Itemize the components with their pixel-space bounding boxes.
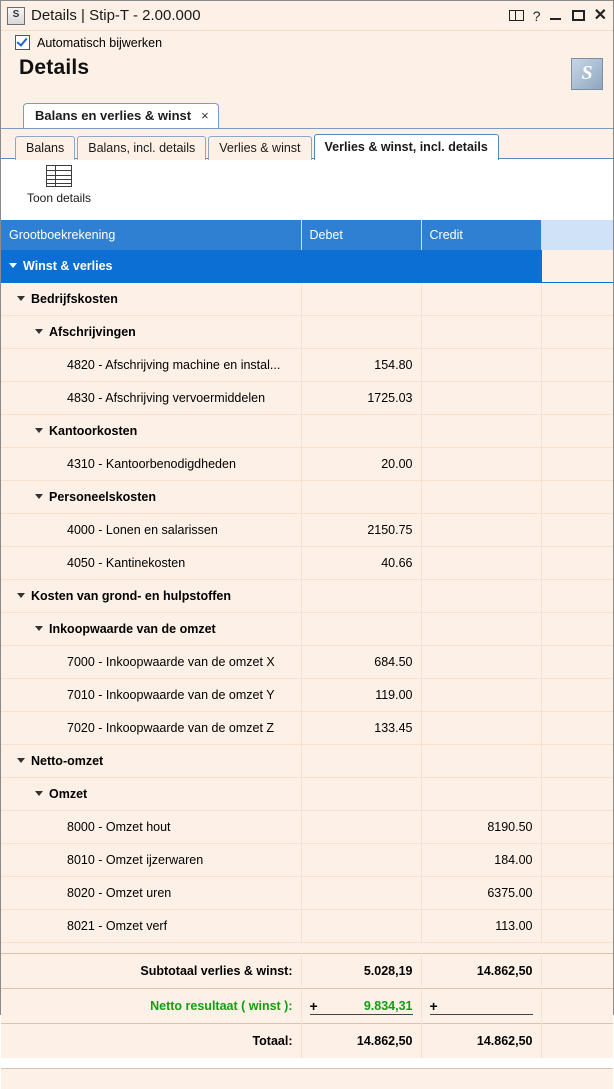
table-row[interactable]	[1, 415, 613, 448]
tab-balans-en-verlies-winst[interactable]	[23, 103, 219, 128]
row-credit: 113.00	[421, 910, 541, 943]
row-credit	[421, 514, 541, 547]
row-credit	[421, 580, 541, 613]
collapse-triangle-icon[interactable]	[35, 791, 43, 796]
row-label: 4310 - Kantoorbenodigdheden	[1, 448, 301, 481]
row-pad	[541, 844, 613, 877]
row-pad	[541, 778, 613, 811]
row-debit	[301, 811, 421, 844]
inner-tab-label: Verlies & winst	[219, 141, 301, 155]
total-debit: 14.862,50	[301, 1024, 421, 1059]
row-credit	[421, 448, 541, 481]
table-row[interactable]	[1, 547, 613, 580]
ledger-grid	[1, 220, 613, 943]
row-label: 7020 - Inkoopwaarde van de omzet Z	[1, 712, 301, 745]
show-details-button[interactable]	[23, 165, 95, 205]
row-label: Inkoopwaarde van de omzet	[1, 613, 301, 646]
row-debit: 40.66	[301, 547, 421, 580]
row-debit	[301, 481, 421, 514]
row-credit: 8190.50	[421, 811, 541, 844]
total-credit: 14.862,50	[421, 1024, 541, 1059]
maximize-icon[interactable]	[572, 10, 585, 21]
totals-table	[1, 953, 613, 1058]
table-row[interactable]	[1, 778, 613, 811]
title-bar	[1, 1, 613, 31]
subtotal-credit: 14.862,50	[421, 954, 541, 989]
collapse-triangle-icon[interactable]	[35, 626, 43, 631]
tab-verlies-winst-incl-details[interactable]	[314, 134, 499, 160]
row-label: 8010 - Omzet ijzerwaren	[1, 844, 301, 877]
subtotal-debit: 5.028,19	[301, 954, 421, 989]
row-pad	[541, 745, 613, 778]
row-label: Kosten van grond- en hulpstoffen	[1, 580, 301, 613]
table-row[interactable]	[1, 514, 613, 547]
subtotal-label: Subtotaal verlies & winst:	[1, 954, 301, 989]
row-debit	[301, 745, 421, 778]
row-pad	[541, 679, 613, 712]
row-label: 4050 - Kantinekosten	[1, 547, 301, 580]
table-row[interactable]	[1, 745, 613, 778]
row-pad	[541, 1024, 613, 1059]
row-debit	[301, 778, 421, 811]
auto-update-label: Automatisch bijwerken	[37, 35, 163, 50]
row-pad	[541, 250, 613, 283]
row-label: Kantoorkosten	[1, 415, 301, 448]
grid-body	[1, 250, 613, 943]
collapse-triangle-icon[interactable]	[17, 593, 25, 598]
row-debit: 1725.03	[301, 382, 421, 415]
table-row[interactable]	[1, 844, 613, 877]
grid-header-row	[1, 220, 613, 250]
row-label: 8020 - Omzet uren	[1, 877, 301, 910]
status-strip	[1, 1068, 613, 1089]
row-credit	[421, 415, 541, 448]
tab-balans-incl-details[interactable]	[77, 136, 206, 160]
table-row[interactable]	[1, 283, 613, 316]
row-debit: 154.80	[301, 349, 421, 382]
minimize-icon[interactable]	[550, 10, 563, 21]
row-pad	[541, 613, 613, 646]
row-label: 8021 - Omzet verf	[1, 910, 301, 943]
row-credit	[421, 481, 541, 514]
row-debit	[301, 250, 421, 283]
row-debit: 119.00	[301, 679, 421, 712]
collapse-triangle-icon[interactable]	[17, 296, 25, 301]
inner-tab-bar	[1, 128, 613, 158]
row-credit	[421, 250, 541, 283]
app-icon: S	[7, 7, 25, 25]
row-pad	[541, 316, 613, 349]
row-pad	[541, 349, 613, 382]
window-controls	[509, 8, 607, 24]
row-debit: 684.50	[301, 646, 421, 679]
column-header-credit[interactable]: Credit	[421, 220, 541, 250]
brand-logo: S	[571, 58, 603, 90]
table-row[interactable]	[1, 646, 613, 679]
table-row[interactable]	[1, 481, 613, 514]
row-pad	[541, 481, 613, 514]
window-title: Details | Stip-T - 2.00.000	[31, 7, 201, 24]
row-label: 7000 - Inkoopwaarde van de omzet X	[1, 646, 301, 679]
plus-sign-debit: +	[309, 997, 318, 1014]
row-credit	[421, 745, 541, 778]
row-pad	[541, 547, 613, 580]
collapse-triangle-icon[interactable]	[35, 329, 43, 334]
row-debit	[301, 580, 421, 613]
row-credit	[421, 778, 541, 811]
row-credit	[421, 712, 541, 745]
row-credit	[421, 679, 541, 712]
row-pad	[541, 382, 613, 415]
restore-icon[interactable]	[509, 10, 524, 21]
table-row[interactable]	[1, 250, 613, 283]
net-result-row	[1, 989, 613, 1024]
row-credit: 6375.00	[421, 877, 541, 910]
row-debit	[301, 910, 421, 943]
row-debit: 20.00	[301, 448, 421, 481]
row-label: Winst & verlies	[1, 250, 301, 283]
row-pad	[541, 646, 613, 679]
row-label: Afschrijvingen	[1, 316, 301, 349]
grid-icon	[46, 165, 72, 187]
row-pad	[541, 415, 613, 448]
collapse-triangle-icon[interactable]	[35, 494, 43, 499]
collapse-triangle-icon[interactable]	[17, 758, 25, 763]
table-row[interactable]	[1, 580, 613, 613]
table-row[interactable]	[1, 910, 613, 943]
row-label: Omzet	[1, 778, 301, 811]
row-credit	[421, 382, 541, 415]
show-details-label: Toon details	[26, 191, 92, 205]
row-pad	[541, 954, 613, 989]
inner-tab-label: Balans, incl. details	[88, 141, 196, 155]
close-icon[interactable]: ✕	[593, 7, 607, 24]
row-label: 4000 - Lonen en salarissen	[1, 514, 301, 547]
row-pad	[541, 712, 613, 745]
net-result-debit: 9.834,31	[363, 998, 413, 1013]
row-label: 4830 - Afschrijving vervoermiddelen	[1, 382, 301, 415]
inner-tab-label: Verlies & winst, incl. details	[324, 140, 488, 154]
subtotal-row	[1, 954, 613, 989]
plus-sign-credit: +	[429, 997, 438, 1014]
row-pad	[541, 580, 613, 613]
total-label: Totaal:	[1, 1024, 301, 1059]
column-header-account[interactable]: Grootboekrekening	[1, 220, 301, 250]
table-row[interactable]	[1, 349, 613, 382]
table-row[interactable]	[1, 448, 613, 481]
net-result-label: Netto resultaat ( winst ):	[1, 989, 301, 1024]
collapse-triangle-icon[interactable]	[35, 428, 43, 433]
outer-tab-bar	[1, 102, 613, 128]
row-credit	[421, 283, 541, 316]
auto-update-row[interactable]	[1, 31, 613, 54]
row-debit	[301, 613, 421, 646]
row-label: Personeelskosten	[1, 481, 301, 514]
row-label: 8000 - Omzet hout	[1, 811, 301, 844]
row-debit: 2150.75	[301, 514, 421, 547]
row-pad	[541, 910, 613, 943]
row-label: Netto-omzet	[1, 745, 301, 778]
table-row[interactable]	[1, 712, 613, 745]
row-label: 4820 - Afschrijving machine en instal...	[1, 349, 301, 382]
row-debit	[301, 415, 421, 448]
help-icon[interactable]: ?	[532, 7, 541, 24]
row-pad	[541, 514, 613, 547]
row-credit	[421, 646, 541, 679]
row-debit: 133.45	[301, 712, 421, 745]
column-header-spacer	[541, 220, 613, 250]
row-label: 7010 - Inkoopwaarde van de omzet Y	[1, 679, 301, 712]
row-pad	[541, 448, 613, 481]
table-row[interactable]	[1, 382, 613, 415]
row-debit	[301, 316, 421, 349]
row-debit	[301, 877, 421, 910]
row-debit	[301, 844, 421, 877]
column-header-debit[interactable]: Debet	[301, 220, 421, 250]
row-credit	[421, 547, 541, 580]
close-tab-icon[interactable]: ×	[201, 108, 209, 123]
row-credit: 184.00	[421, 844, 541, 877]
toolbar	[1, 158, 613, 220]
row-pad	[541, 811, 613, 844]
auto-update-checkbox[interactable]	[15, 35, 30, 50]
tab-verlies-winst[interactable]	[208, 136, 311, 160]
row-credit	[421, 316, 541, 349]
row-debit	[301, 283, 421, 316]
row-credit	[421, 613, 541, 646]
row-credit	[421, 349, 541, 382]
collapse-triangle-icon[interactable]	[9, 263, 17, 268]
row-pad	[541, 283, 613, 316]
page-header	[1, 54, 613, 90]
tab-balans[interactable]	[15, 136, 75, 160]
table-row[interactable]	[1, 811, 613, 844]
table-row[interactable]	[1, 613, 613, 646]
page-title: Details	[19, 56, 90, 79]
inner-tab-label: Balans	[26, 141, 65, 155]
row-pad	[541, 989, 613, 1024]
table-row[interactable]	[1, 679, 613, 712]
total-row	[1, 1024, 613, 1059]
row-label: Bedrijfskosten	[1, 283, 301, 316]
row-pad	[541, 877, 613, 910]
net-result-debit-cell	[301, 989, 421, 1024]
net-result-credit-cell	[421, 989, 541, 1024]
table-row[interactable]	[1, 316, 613, 349]
outer-tab-label: Balans en verlies & winst	[35, 108, 192, 123]
table-row[interactable]	[1, 877, 613, 910]
